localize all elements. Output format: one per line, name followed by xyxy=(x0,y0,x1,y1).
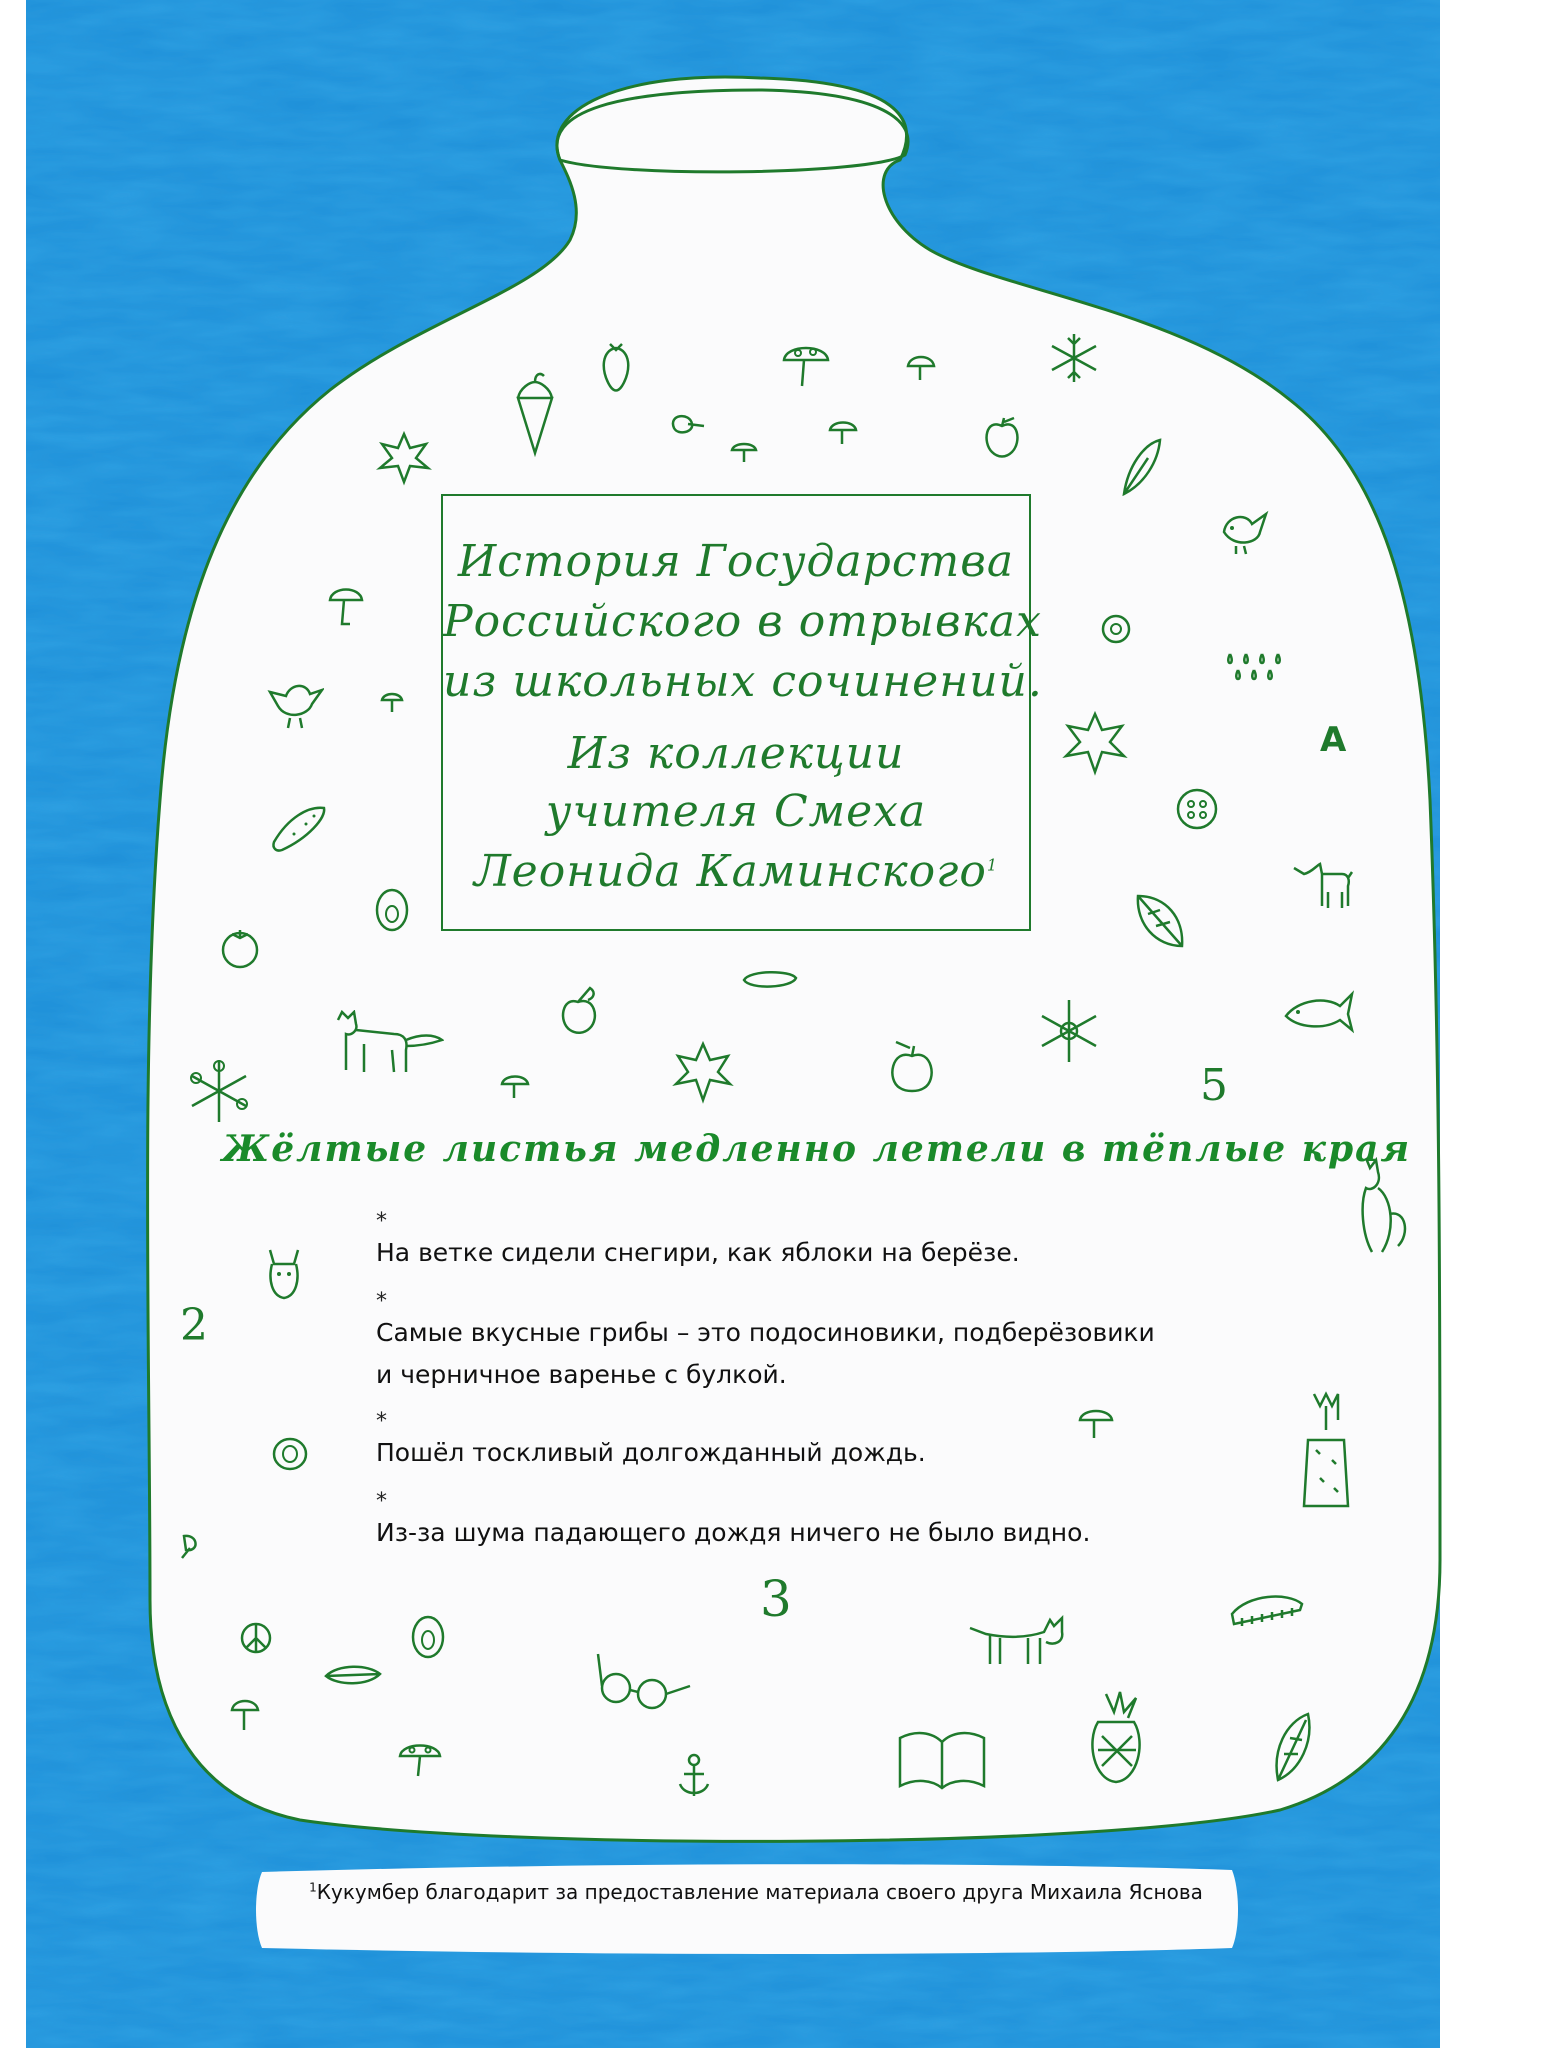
entry-star: * xyxy=(376,1209,387,1234)
doodle-letter-a: A xyxy=(1320,720,1347,760)
entry-text-continued: и черничное варенье с булкой. xyxy=(376,1360,787,1389)
egg-icon-2 xyxy=(408,1612,448,1662)
small-mushroom-icon-2 xyxy=(828,418,858,446)
flower-vase-icon xyxy=(1298,1390,1354,1510)
footnote-plate xyxy=(256,1864,1238,1954)
doodle-number-3: 3 xyxy=(760,1570,792,1628)
small-mushroom-icon xyxy=(906,352,936,382)
feather-icon xyxy=(1118,436,1164,498)
mushroom-icon-4 xyxy=(1078,1406,1114,1440)
umbrella-icon xyxy=(510,368,560,458)
entry-4 xyxy=(376,1489,1276,1554)
mushroom-icon-2 xyxy=(664,410,706,446)
anchor-icon xyxy=(676,1752,712,1800)
fox-icon xyxy=(334,1010,444,1082)
title-line-1: История Государства xyxy=(457,536,1015,587)
entry-star: * xyxy=(376,1489,387,1514)
leaf-icon-2 xyxy=(322,1662,384,1688)
maple-leaf-icon-3 xyxy=(672,1040,734,1104)
mushroom-icon xyxy=(780,338,832,390)
peace-icon xyxy=(238,1620,274,1656)
entry-text: Самые вкусные грибы – это подосиновики, подберёзовики xyxy=(376,1318,1155,1347)
doodle-number-5: 5 xyxy=(1200,1060,1228,1111)
footnote-text: Кукумбер благодарит за предоставление материала своего друга Михаила Яснова xyxy=(316,1880,1203,1904)
title-line-6 xyxy=(443,846,1029,897)
strawberry-icon xyxy=(596,340,636,396)
snowflake-icon xyxy=(1046,330,1102,386)
leaf-icon xyxy=(1132,890,1188,952)
ring-icon xyxy=(270,1434,310,1474)
cat-icon xyxy=(966,1604,1070,1668)
raindrops-icon xyxy=(1222,648,1284,688)
entry-star: * xyxy=(376,1289,387,1314)
entry-1 xyxy=(376,1209,1276,1274)
entry-text: Пошёл тоскливый долгожданный дождь. xyxy=(376,1438,926,1467)
entry-3 xyxy=(376,1409,1276,1474)
glasses-icon xyxy=(594,1650,692,1714)
footnote xyxy=(296,1880,1216,1904)
title-line-2: Российского в отрывках xyxy=(443,596,1042,647)
mushroom-icon-7 xyxy=(398,1740,442,1778)
entry-text: Из-за шума падающего дождя ничего не было видно. xyxy=(376,1518,1091,1547)
apple-icon xyxy=(980,414,1024,460)
pineapple-icon xyxy=(1086,1690,1148,1786)
tiny-mushroom-icon-2 xyxy=(380,690,404,714)
book-icon xyxy=(896,1720,988,1792)
egg-icon xyxy=(372,884,412,934)
title-line-5: учителя Смеха xyxy=(545,786,927,837)
button-icon-2 xyxy=(1174,786,1220,832)
snowflake-icon-3 xyxy=(186,1056,252,1126)
mushroom-icon-6 xyxy=(230,1696,260,1732)
title-line-4: Из коллекции xyxy=(567,728,905,779)
title-frame xyxy=(441,494,1043,931)
button-icon xyxy=(1100,612,1132,646)
title-line-6-text: Леонида Каминского xyxy=(473,846,987,897)
dog-icon xyxy=(1292,856,1354,914)
title-footnote-mark: 1 xyxy=(986,855,999,875)
small-mushroom-icon-3 xyxy=(500,1072,530,1100)
tomato-icon xyxy=(218,926,262,970)
squirrel-icon xyxy=(1352,1154,1410,1258)
apple-icon-2 xyxy=(556,984,606,1038)
footnote-mark: 1 xyxy=(309,1880,317,1895)
entry-text: На ветке сидели снегири, как яблоки на берёзе. xyxy=(376,1238,1020,1267)
cat-face-icon xyxy=(264,1246,304,1302)
entry-2 xyxy=(376,1289,1276,1396)
mushroom-icon-5 xyxy=(176,1530,208,1562)
tiny-mushroom-icon xyxy=(730,440,758,464)
doodle-number-2: 2 xyxy=(180,1300,208,1351)
apple-icon-3 xyxy=(884,1040,940,1094)
entry-star: * xyxy=(376,1409,387,1434)
cucumber-icon xyxy=(268,798,330,854)
snowflake-icon-2 xyxy=(1034,996,1104,1066)
maple-leaf-icon-2 xyxy=(1062,710,1128,776)
maple-leaf-icon xyxy=(376,430,432,486)
comb-icon xyxy=(1228,1588,1306,1628)
title-line-3: из школьных сочинений. xyxy=(443,656,1043,707)
headline: Жёлтые листья медленно летели в тёплые края xyxy=(222,1128,1412,1170)
mushroom-icon-3 xyxy=(328,584,364,628)
leaf-icon-3 xyxy=(1270,1710,1314,1784)
cucumber-icon-2 xyxy=(740,966,800,992)
fish-icon xyxy=(1282,986,1354,1034)
bird-icon-2 xyxy=(266,670,324,730)
bird-icon xyxy=(1218,502,1270,556)
